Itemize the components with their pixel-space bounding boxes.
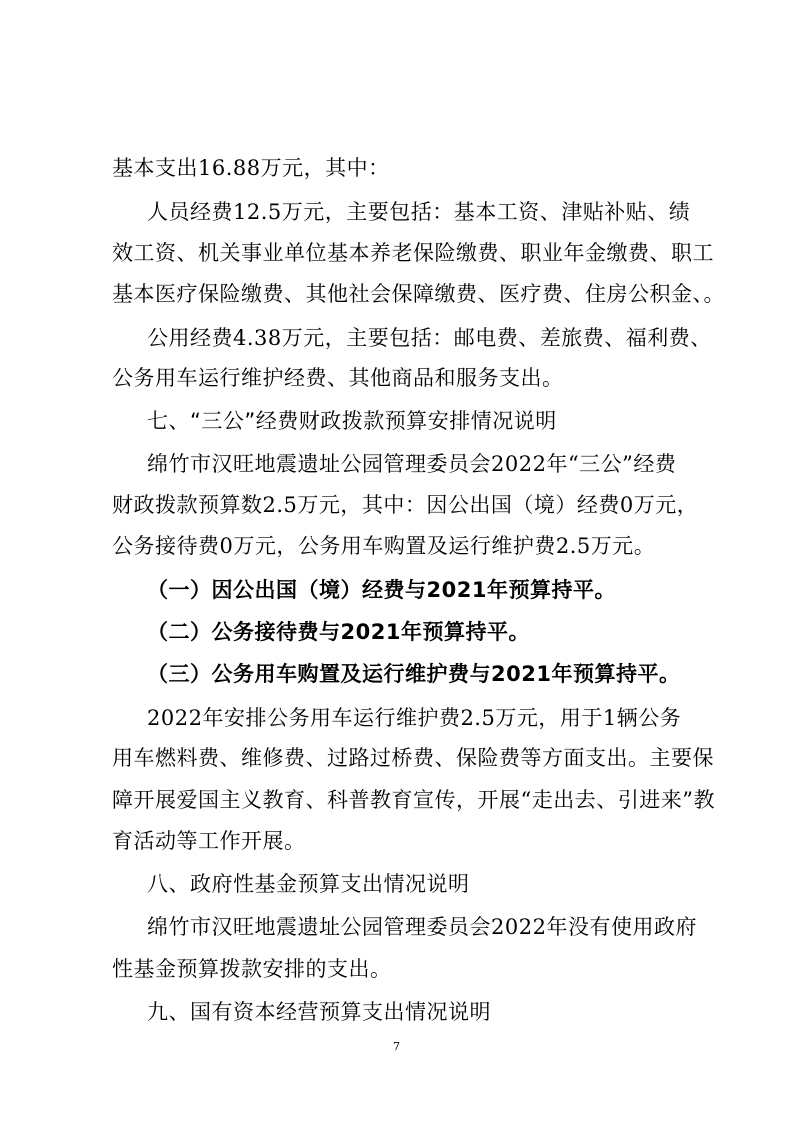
paragraph-line: 2022年安排公务用车运行维护费2.5万元，用于1辆公务: [147, 706, 682, 730]
paragraph-line: 绵竹市汉旺地震遗址公园管理委员会2022年“三公”经费: [147, 452, 677, 476]
paragraph-line: 育活动等工作开展。: [112, 829, 306, 853]
section-heading: 九、国有资本经营预算支出情况说明: [147, 1000, 491, 1024]
paragraph-line: 公务用车运行维护经费、其他商品和服务支出。: [112, 366, 564, 390]
page-number: 7: [393, 1040, 400, 1053]
subsection-heading: （一）因公出国（境）经费与2021年预算持平。: [147, 578, 616, 602]
paragraph-line: 用车燃料费、维修费、过路过桥费、保险费等方面支出。主要保: [112, 746, 714, 770]
paragraph-line: 人员经费12.5万元，主要包括：基本工资、津贴补贴、绩: [147, 200, 691, 224]
paragraph-line: 绵竹市汉旺地震遗址公园管理委员会2022年没有使用政府: [147, 915, 697, 939]
subsection-heading: （二）公务接待费与2021年预算持平。: [147, 620, 530, 644]
paragraph-line: 财政拨款预算数2.5万元，其中：因公出国（境）经费0万元，: [112, 493, 699, 517]
subsection-heading: （三）公务用车购置及运行维护费与2021年预算持平。: [147, 662, 681, 686]
paragraph-line: 公用经费4.38万元，主要包括：邮电费、差旅费、福利费、: [147, 326, 712, 350]
section-heading: 八、政府性基金预算支出情况说明: [147, 872, 470, 896]
section-heading: 七、“三公”经费财政拨款预算安排情况说明: [147, 409, 557, 433]
paragraph-line: 效工资、机关事业单位基本养老保险缴费、职业年金缴费、职工: [112, 241, 714, 265]
paragraph-line: 基本医疗保险缴费、其他社会保障缴费、医疗费、住房公积金、。: [112, 282, 725, 306]
paragraph-line: 公务接待费0万元，公务用车购置及运行维护费2.5万元。: [112, 534, 656, 558]
paragraph-line: 障开展爱国主义教育、科普教育宣传，开展“走出去、引进来”教: [112, 788, 715, 812]
paragraph-line: 性基金预算拨款安排的支出。: [112, 957, 392, 981]
paragraph-line: 基本支出16.88万元，其中：: [112, 156, 390, 180]
